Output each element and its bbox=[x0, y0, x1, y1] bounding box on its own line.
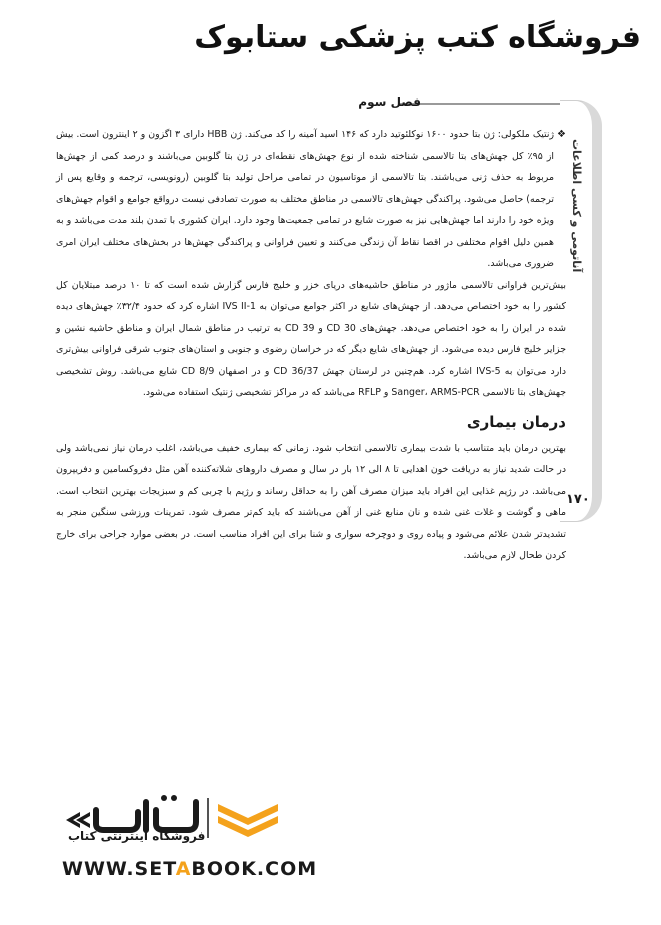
paragraph-1-text: ژنتیک ملکولی: ژن بتا حدود ۱۶۰۰ نوکلئوتید دارد که ۱۴۶ اسید آمینه را کد می‌کند. ژن HBB دارای ۳ اگزون و ۲ اینترون است. بیش از ۹۵٪ کل جهش‌های بتا تالاسمی شناخته شده از نوع جهش‌های نقطه‌ای در ژن بتا گلوبین می‌باشند و درصد کمی از جهش‌ها مربوط به حذف ژنی می‌باشند. بتا تالاسمی از موتاسیون در تمامی مراحل تولید بتا گلوبین (رونویسی، ترجمه و وقایع پس از ترجمه) حاصل می‌شود. پراکندگی جهش‌های تالاسمی در مناطق مختلف به صورت تصادفی نیست درواقع جوامع و اقوام جهش‌های ویژه خود را دارند اما جهش‌هایی نیز به صورت شایع در تمامی جمعیت‌ها وجود دارد. ایران کشوری با تمدن بلند مدت می‌باشد و به همین دلیل اقوام مختلفی در اقصا نقاط آن زندگی می‌کنند و تعیین فراوانی و پراکندگی جهش‌ها در بخش‌های مختلف ایران امری ضروری می‌باشد. bbox=[56, 129, 555, 269]
paragraph-molecular-genetics bbox=[56, 124, 566, 275]
logo-url-prefix: WWW.SET bbox=[62, 858, 176, 880]
logo-tagline: فروشگاه اینترنتی کتاب bbox=[68, 829, 206, 843]
logo-url-accent: A bbox=[175, 858, 192, 880]
chapter-rule bbox=[400, 103, 568, 105]
logo-url[interactable] bbox=[62, 858, 317, 880]
logo-dots bbox=[161, 795, 177, 801]
page-number: ۱۷۰ bbox=[566, 492, 590, 507]
paragraph-mutation-frequency: بیش‌ترین فراوانی تالاسمی ماژور در مناطق حاشیه‌های دریای خزر و خلیج فارس گزارش شده است که تا ۱۰ درصد مبتلایان کل کشور را به خود اختصاص می‌دهد. از جهش‌های شایع در اکثر جوامع می‌توان به IVS II-1 اشاره کرد که حدود ۳۲/۴٪ جهش‌های دیده شده در ایران را به خود اختصاص می‌دهد. جهش‌های CD 30 و CD 39 به ترتیب در مناطق شمال ایران و مناطق حاشیه نشین و جزایر خلیج فارس دیده می‌شود. از جهش‌های شایع دیگر که در خراسان رضوی و جنوبی و استان‌های جنوب شرقی فراوانی بیش‌تری دارد می‌توان به IVS-5 اشاره کرد. هم‌چنین در لرستان جهش CD 36/37 و در اصفهان CD 8/9 شایع می‌باشد. روش تشخیصی جهش‌های بتا تالاسمی Sanger، ARMS-PCR و RFLP می‌باشد که در مراکز تشخیصی ژنتیک استفاده می‌شود. bbox=[56, 279, 567, 398]
bullet-icon: ❖ bbox=[557, 129, 566, 140]
page-content bbox=[56, 124, 566, 567]
paragraph-treatment: بهترین درمان باید متناسب با شدت بیماری تالاسمی انتخاب شود. زمانی که بیماری خفیف می‌باشد، اغلب درمان نیاز نمی‌باشد ولی در حالت شدید نیاز به دریافت خون اهدایی تا ۸ الی ۱۲ بار در سال و مصرف داروهای شلاته‌کننده آهن مثل دفروکسامین و دفریپرون می‌باشد. در رژیم غذایی این افراد باید میزان مصرف آهن را به حداقل رساند و رژیم با چربی کم و سبزیجات بهترین انتخاب است. ماهی و گوشت و غلات غنی شده و نان منابع غنی از آهن می‌باشند که باید کم‌تر مصرف شود. تمرینات ورزشی سنگین منجر به تشدید‌تر شدن علائم می‌شود و پیاده روی و دوچرخه سواری و شنا برای این افراد مناسب است. در بعضی موارد جراحی برای خارج کردن طحال لازم می‌باشد. bbox=[56, 442, 566, 561]
book-icon bbox=[218, 804, 278, 837]
logo-chevrons-icon bbox=[66, 812, 90, 828]
chapter-label: فصل سوم bbox=[358, 95, 421, 109]
side-title: آناتومی و کسی اطلاعات bbox=[570, 138, 583, 272]
store-title: فروشگاه کتب پزشکی ستابوک bbox=[194, 20, 641, 55]
logo-wordmark bbox=[96, 802, 196, 830]
section-heading-treatment: درمان بیماری bbox=[466, 412, 566, 431]
logo-url-suffix: BOOK.COM bbox=[191, 858, 318, 880]
